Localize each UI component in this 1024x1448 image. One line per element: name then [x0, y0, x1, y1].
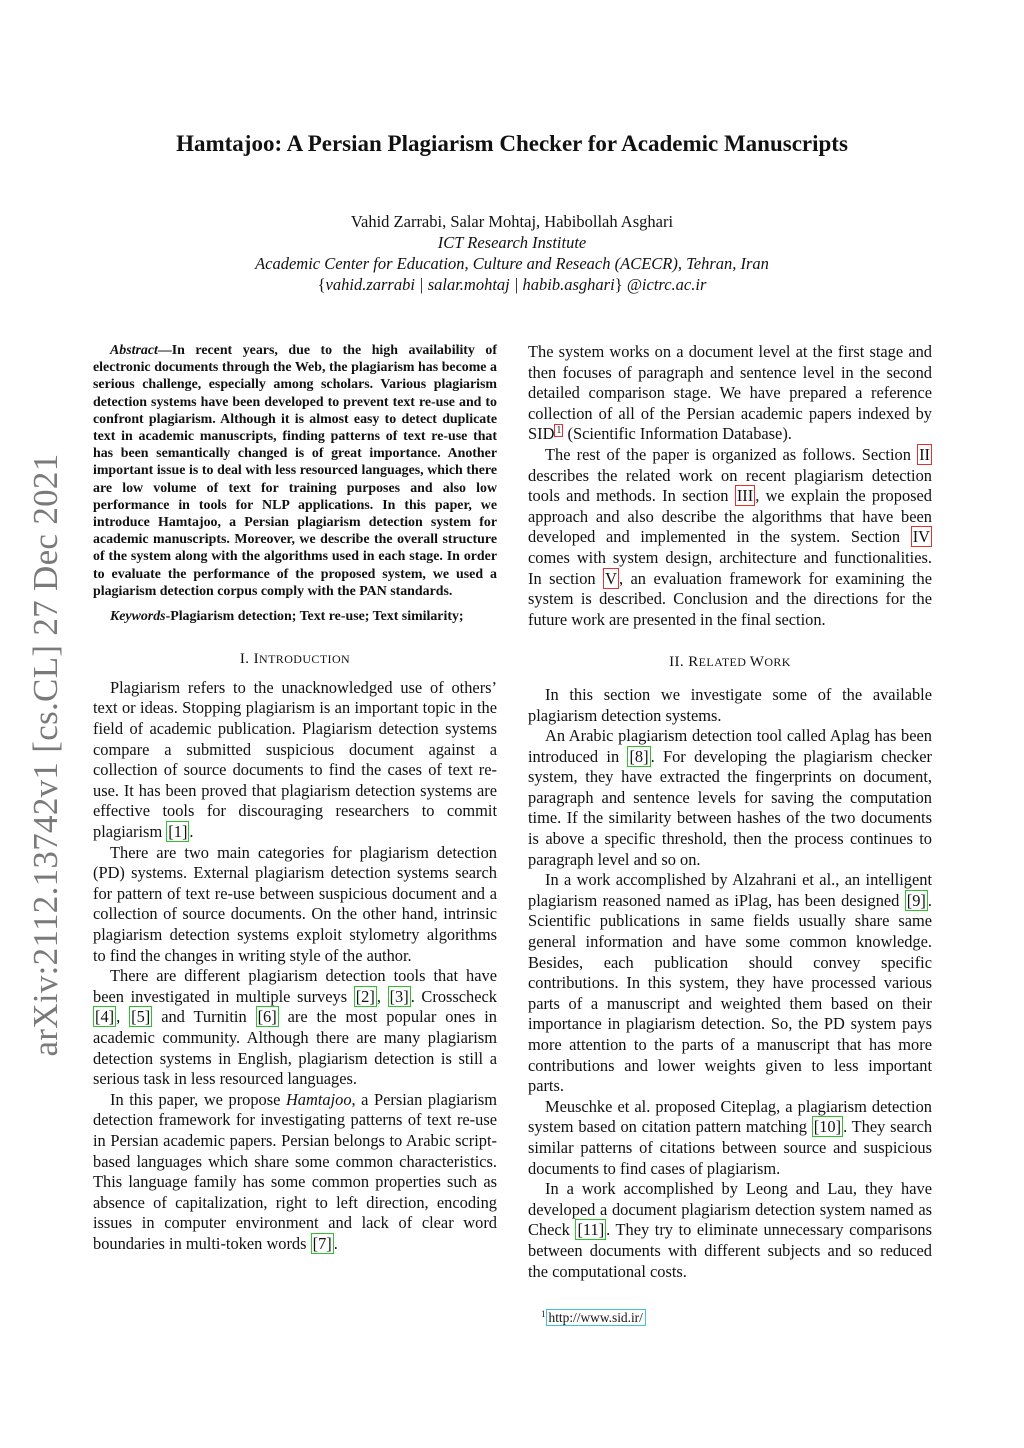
- section-link[interactable]: II: [919, 444, 930, 464]
- text: Meuschke et al. proposed Citeplag, a plagiarism detection system based on citation pattern matching: [528, 1096, 932, 1137]
- keywords: [93, 608, 497, 625]
- text: , an evaluation framework for examining the system is described. Conclusion and the directions for the future work are presented in the final section.: [528, 568, 932, 629]
- system-name: Hamtajoo: [285, 1089, 352, 1109]
- intro-paragraph-2: There are two main categories for plagiarism detection (PD) systems. External plagiarism detection systems search for pattern of text re-use between suspicious document and a collection of source documents. On the other hand, intrinsic plagiarism detection systems exploit stylometry algorithms to find the changes in writing style of the author.: [93, 842, 497, 965]
- text: ,: [376, 986, 388, 1006]
- citation-link[interactable]: [7]: [312, 1233, 332, 1253]
- text: .: [189, 822, 194, 841]
- arxiv-identifier-text: arXiv:2112.13742v1 [cs.CL] 27 Dec 2021: [26, 453, 65, 1057]
- related-paragraph-5: [528, 1179, 932, 1282]
- abstract-text: —In recent years, due to the high availability of electronic documents through the Web, the plagiarism has become a serious challenge, especially among scholars. Various plagiarism detection systems have been developed to prevent text re-use and to confront plagiarism. Although it is almost easy to detect duplicate text in academic manuscripts, finding patterns of text re-use that has been semantically changed is of great importance. Another important issue is to deal with less resourced languages, which there are low volume of text for training purposes and also low performance in tools for NLP applications. In this paper, we introduce Hamtajoo, a Persian plagiarism detection system for academic manuscripts. Moreover, we describe the overall structure of the system along with the algorithms used in each stage. In order to evaluate the performance of the proposed system, we used a plagiarism detection corpus comply with the PAN standards.: [93, 343, 497, 599]
- related-paragraph-2: [528, 726, 932, 870]
- section-rest: ORK: [764, 655, 791, 670]
- citation-link[interactable]: [1]: [168, 822, 188, 841]
- abstract: [93, 342, 497, 600]
- text: The rest of the paper is organized as follows. Section: [545, 444, 918, 464]
- intro-paragraph-4: [93, 1090, 497, 1255]
- text: In this paper, we propose: [110, 1089, 286, 1109]
- citation-link[interactable]: [10]: [813, 1117, 842, 1137]
- citation-link[interactable]: [3]: [389, 986, 409, 1006]
- text: describes the related work on recent plagiarism detection tools and methods. In section: [528, 465, 932, 506]
- right-column: [528, 342, 932, 1282]
- text: An Arabic plagiarism detection tool called Aplag has been introduced in: [528, 726, 932, 766]
- footnote-url-link[interactable]: http://www.sid.ir/: [546, 1309, 646, 1326]
- left-column: [93, 342, 497, 1254]
- email-brace-open: {: [317, 275, 326, 294]
- intro-paragraph-3: [93, 966, 497, 1090]
- text: In a work accomplished by Leong and Lau, they have developed a document plagiarism detection system named as Check: [528, 1179, 932, 1240]
- section-rest: ELATED: [698, 655, 750, 670]
- citation-link[interactable]: [6]: [257, 1007, 277, 1027]
- email-domain: @ictrc.ac.ir: [622, 275, 707, 294]
- affiliation: Academic Center for Education, Culture and Reseach (ACECR), Tehran, Iran: [255, 254, 769, 273]
- text: There are different plagiarism detection tools that have been investigated in multiple surveys: [93, 966, 497, 1006]
- text: are the most popular ones in academic community. Although there are many plagiarism detection systems in English, plagiarism detection is still a serious task in less resourced languages.: [93, 1007, 497, 1089]
- text: .: [333, 1233, 338, 1253]
- intro-paragraph-1: [93, 678, 497, 843]
- email-names: vahid.zarrabi | salar.mohtaj | habib.asghari: [325, 275, 615, 294]
- text: . For developing the plagiarism checker system, they have extracted the fingerprints on document, paragraph and sentence levels for saving the computation time. If the similarity between hashes of the two documents is above a specific threshold, then the process continues to paragraph level and so on.: [528, 746, 932, 869]
- text: and Turnitin: [152, 1007, 256, 1027]
- citation-link[interactable]: [8]: [629, 746, 649, 766]
- text: In a work accomplished by Alzahrani et al., an intelligent plagiarism reasoned named as iPlag, has been designed: [528, 870, 932, 910]
- text: . Crosscheck: [410, 986, 497, 1006]
- section-link[interactable]: IV: [912, 527, 930, 547]
- text: comes with system design, architecture and functionalities. In section: [528, 547, 932, 588]
- citation-link[interactable]: [5]: [131, 1007, 151, 1027]
- arxiv-identifier: [14, 450, 78, 1060]
- institute: ICT Research Institute: [437, 233, 587, 252]
- text: (Scientific Information Database).: [563, 424, 792, 444]
- text: ,: [116, 1007, 130, 1027]
- section-link[interactable]: V: [605, 568, 617, 588]
- text: , a Persian plagiarism detection framework for investigating patterns of text re-use in Persian academic papers. Persian belongs to Arabic script-based languages which share some common characteristics. This language family has some common properties such as absence of capitalization, right to left direction, encoding issues in computer environment and lack of clear word boundaries in multi-token words: [93, 1089, 498, 1253]
- related-paragraph-1: In this section we investigate some of the available plagiarism detection systems.: [528, 684, 932, 725]
- text: , we explain the proposed approach and also describe the algorithms that have been developed and implemented in the system. Section: [528, 486, 932, 547]
- citation-link[interactable]: [4]: [95, 1007, 115, 1027]
- author-names: Vahid Zarrabi, Salar Mohtaj, Habibollah Asghari: [350, 212, 674, 231]
- section-initial: R: [688, 654, 699, 671]
- section-number: II.: [669, 654, 689, 671]
- text: . They search similar patterns of citations between source and suspicious documents to find cases of plagiarism.: [528, 1117, 933, 1178]
- section-initial: I: [253, 651, 260, 668]
- keywords-label: Keywords: [110, 609, 166, 625]
- author-emails: [0, 275, 1024, 295]
- footnote: [541, 1309, 646, 1326]
- text: . They try to eliminate unnecessary comparisons between documents with different subjects and so reduced the computational costs.: [528, 1220, 932, 1281]
- section-initial: W: [749, 654, 765, 671]
- citation-link[interactable]: [2]: [355, 986, 375, 1006]
- paper-title: Hamtajoo: A Persian Plagiarism Checker for Academic Manuscripts: [176, 131, 848, 156]
- citation-link[interactable]: [11]: [577, 1220, 605, 1240]
- footnote-link[interactable]: 1: [556, 424, 562, 436]
- citation-link[interactable]: [9]: [906, 890, 926, 910]
- footnote-mark: 1: [541, 1309, 546, 1319]
- intro-paragraph-5: [528, 342, 932, 445]
- related-paragraph-4: [528, 1097, 932, 1179]
- email-brace-close: }: [614, 275, 623, 294]
- abstract-label: Abstract: [110, 343, 158, 358]
- section-heading-related-work: [528, 652, 932, 673]
- text: Plagiarism refers to the unacknowledged use of others’ text or ideas. Stopping plagiarism is an important topic in the field of academic publication. Plagiarism detection systems compare a submitted suspicious document against a collection of source documents to find the cases of text re-use. It has been proved that plagiarism detection systems are effective tools for discouraging researchers to commit plagiarism: [93, 677, 497, 841]
- section-number: I.: [239, 651, 254, 668]
- related-paragraph-3: [528, 870, 932, 1097]
- text: . Scientific publications in same fields usually share same general information and have some common knowledge. Besides, each publication should convey specific contributions. In this system, they have processed various parts of a manuscript and weighted them based on their importance in plagiarism detection. So, the PD system pays more attention to the parts of a manuscript that has more contributions and lower weights given to less important parts.: [528, 890, 932, 1096]
- section-rest: NTRODUCTION: [259, 652, 351, 667]
- text: The system works on a document level at the first stage and then focuses of paragraph and sentence level in the second detailed comparison stage. We have prepared a reference collection of all of the Persian academic papers indexed by SID: [528, 342, 932, 444]
- keywords-text: -Plagiarism detection; Text re-use; Text similarity;: [165, 609, 464, 625]
- intro-paragraph-6: [528, 445, 932, 630]
- section-heading-introduction: [93, 649, 497, 670]
- section-link[interactable]: III: [736, 486, 754, 506]
